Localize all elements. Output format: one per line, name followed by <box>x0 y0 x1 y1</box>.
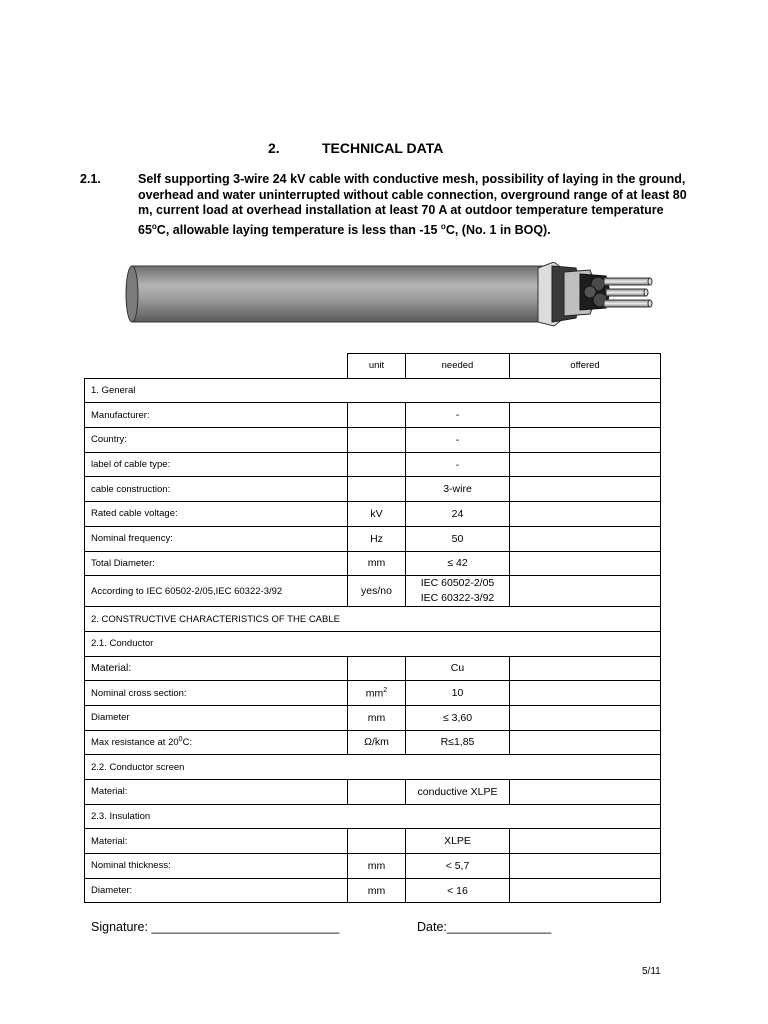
paragraph-text-part2: C, allowable laying temperature is less than -15 <box>156 222 441 237</box>
row-label: Rated cable voltage: <box>85 502 348 527</box>
row-label-sup: 0 <box>178 736 183 744</box>
row-label <box>85 730 348 755</box>
row-unit: Ω/km <box>348 730 406 755</box>
table-row <box>85 854 661 879</box>
row-unit: mm <box>348 854 406 879</box>
row-needed: - <box>406 428 510 453</box>
row-label: Country: <box>85 428 348 453</box>
row-offered <box>510 780 661 805</box>
row-needed <box>406 576 510 607</box>
row-unit: yes/no <box>348 576 406 607</box>
degree-sup-2: o <box>440 221 446 231</box>
table-row <box>85 551 661 576</box>
table-row <box>85 730 661 755</box>
signature-line: Signature: ___________________________ <box>91 920 340 934</box>
table-row <box>85 878 661 903</box>
row-label: Nominal thickness: <box>85 854 348 879</box>
row-needed: - <box>406 452 510 477</box>
row-needed: - <box>406 403 510 428</box>
row-unit: mm <box>348 705 406 730</box>
row-unit-sup: 2 <box>383 686 388 694</box>
row-needed: conductive XLPE <box>406 780 510 805</box>
row-label: Diameter: <box>85 878 348 903</box>
row-unit-text: mm <box>365 687 384 700</box>
row-offered <box>510 477 661 502</box>
row-unit <box>348 656 406 681</box>
row-offered <box>510 576 661 607</box>
row-offered <box>510 854 661 879</box>
row-needed: 24 <box>406 502 510 527</box>
row-needed: < 5,7 <box>406 854 510 879</box>
row-unit: kV <box>348 502 406 527</box>
row-unit <box>348 403 406 428</box>
row-label: Manufacturer: <box>85 403 348 428</box>
row-unit <box>348 681 406 706</box>
row-label: Nominal cross section: <box>85 681 348 706</box>
header-blank-cell <box>85 354 348 379</box>
row-offered <box>510 502 661 527</box>
row-offered <box>510 730 661 755</box>
date-line: Date:_______________ <box>417 920 552 934</box>
row-unit: Hz <box>348 526 406 551</box>
table-section-row <box>85 631 661 656</box>
row-needed: 10 <box>406 681 510 706</box>
table-row <box>85 526 661 551</box>
section-title: TECHNICAL DATA <box>322 140 444 156</box>
row-label: Material: <box>85 656 348 681</box>
row-needed: R≤1,85 <box>406 730 510 755</box>
table-row <box>85 681 661 706</box>
row-label: label of cable type: <box>85 452 348 477</box>
section-label: 1. General <box>85 378 661 403</box>
row-offered <box>510 878 661 903</box>
table-row <box>85 576 661 607</box>
row-unit: mm <box>348 878 406 903</box>
table-section-row <box>85 755 661 780</box>
row-unit <box>348 477 406 502</box>
row-offered <box>510 829 661 854</box>
table-header-row <box>85 354 661 379</box>
row-label: According to IEC 60502-2/05,IEC 60322-3/92 <box>85 576 348 607</box>
row-label: Diameter <box>85 705 348 730</box>
table-row <box>85 656 661 681</box>
row-offered <box>510 681 661 706</box>
row-needed: 50 <box>406 526 510 551</box>
row-label: Nominal frequency: <box>85 526 348 551</box>
header-needed: needed <box>406 354 510 379</box>
row-offered <box>510 428 661 453</box>
table-section-row <box>85 607 661 632</box>
row-label: cable construction: <box>85 477 348 502</box>
row-offered <box>510 551 661 576</box>
table-row <box>85 452 661 477</box>
table-row <box>85 403 661 428</box>
table-row <box>85 477 661 502</box>
row-offered <box>510 452 661 477</box>
section-number: 2. <box>268 140 280 156</box>
paragraph-text-part1: Self supporting 3-wire 24 kV cable with conductive mesh, possibility of laying in the ground, overhead and water uninterrupted without cable connection, overground range of at least 80 m, current load at overhead installation at least 70 A at outdoor temperature temperature 65 <box>138 172 687 237</box>
row-label-text: Max resistance at 20 <box>91 737 179 749</box>
table-row <box>85 829 661 854</box>
table-row <box>85 428 661 453</box>
row-unit <box>348 829 406 854</box>
row-needed: XLPE <box>406 829 510 854</box>
technical-data-table <box>84 353 661 903</box>
row-offered <box>510 526 661 551</box>
row-unit <box>348 780 406 805</box>
row-needed: 3-wire <box>406 477 510 502</box>
row-needed: < 16 <box>406 878 510 903</box>
cable-illustration <box>124 262 654 332</box>
degree-sup-1: o <box>151 221 157 231</box>
row-needed: ≤ 3,60 <box>406 705 510 730</box>
table-row <box>85 780 661 805</box>
header-unit: unit <box>348 354 406 379</box>
table-section-row <box>85 378 661 403</box>
row-needed: Cu <box>406 656 510 681</box>
row-label: Material: <box>85 780 348 805</box>
section-label: 2.1. Conductor <box>85 631 661 656</box>
row-needed-line2: IEC 60322-3/92 <box>420 592 495 605</box>
row-needed-line1: IEC 60502-2/05 <box>420 577 495 590</box>
row-label: Total Diameter: <box>85 551 348 576</box>
section-label: 2.2. Conductor screen <box>85 755 661 780</box>
row-needed: ≤ 42 <box>406 551 510 576</box>
row-unit <box>348 452 406 477</box>
row-offered <box>510 403 661 428</box>
paragraph-text-part3: C, (No. 1 in BOQ). <box>445 222 551 237</box>
header-offered: offered <box>510 354 661 379</box>
row-offered <box>510 705 661 730</box>
section-label: 2. CONSTRUCTIVE CHARACTERISTICS OF THE CABLE <box>85 607 661 632</box>
row-unit <box>348 428 406 453</box>
row-label: Material: <box>85 829 348 854</box>
section-label: 2.3. Insulation <box>85 804 661 829</box>
paragraph-text <box>138 172 698 238</box>
table-section-row <box>85 804 661 829</box>
page-number: 5/11 <box>642 966 661 977</box>
table-row <box>85 705 661 730</box>
table-row <box>85 502 661 527</box>
paragraph-number: 2.1. <box>80 172 101 186</box>
row-offered <box>510 656 661 681</box>
row-label-tail: C: <box>182 737 193 749</box>
row-unit: mm <box>348 551 406 576</box>
